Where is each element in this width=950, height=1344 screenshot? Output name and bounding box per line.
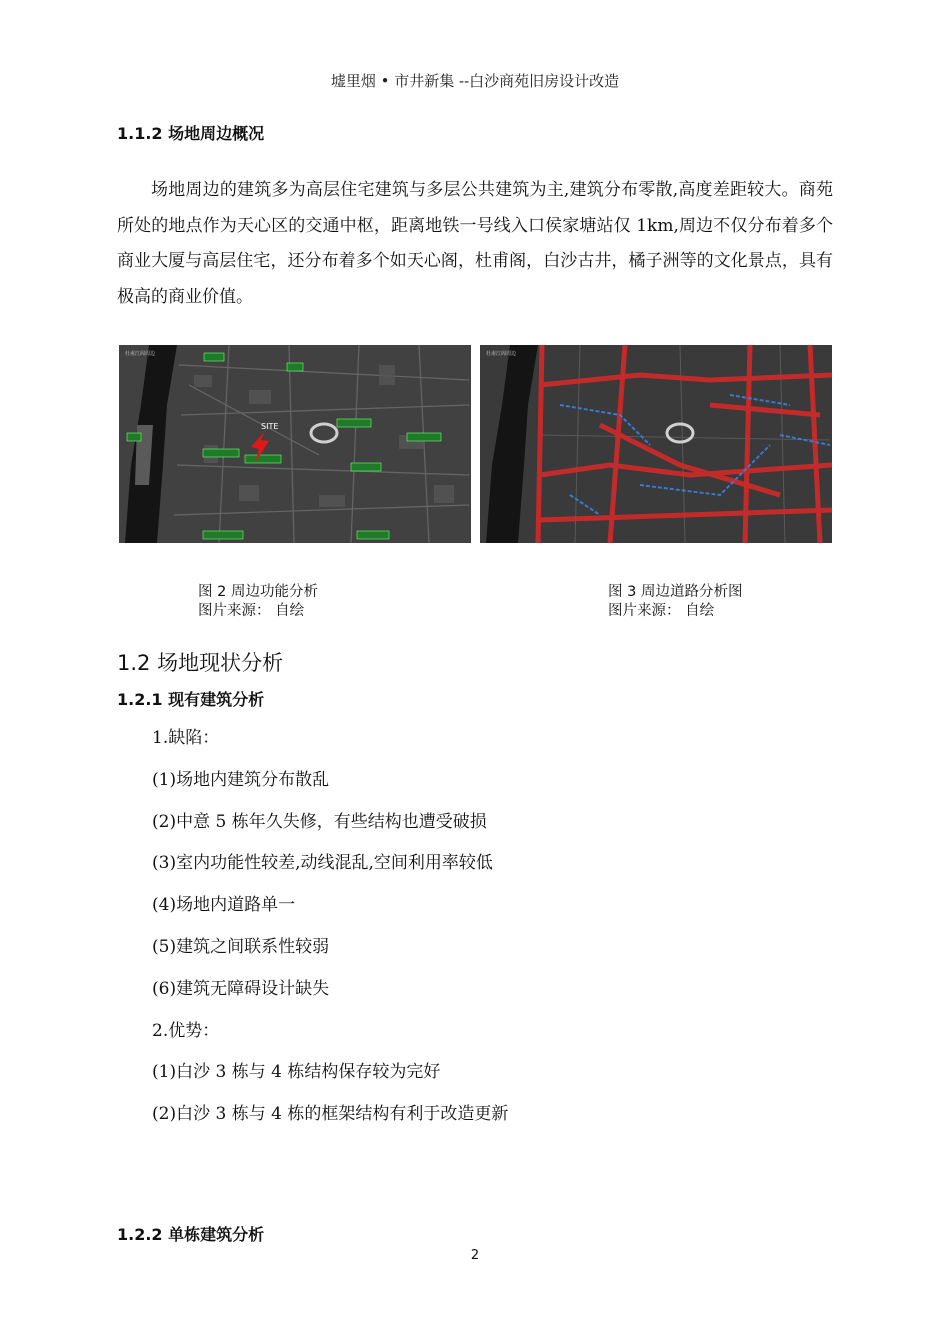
figure-2-function-map xyxy=(119,345,471,543)
road-map-image xyxy=(480,345,832,543)
list-item: (1)白沙 3 栋与 4 栋结构保存较为完好 xyxy=(152,1062,441,1083)
map-corner-label: 杜甫江阁周边 xyxy=(125,351,156,357)
map-corner-label: 杜甫江阁周边 xyxy=(486,351,517,357)
section-heading-1-1-2: 1.1.2 场地周边概况 xyxy=(117,124,265,143)
list-item: (3)室内功能性较差,动线混乱,空间利用率较低 xyxy=(152,853,493,874)
existing-building-analysis-list xyxy=(152,718,508,1136)
list-item: (6)建筑无障碍设计缺失 xyxy=(152,978,330,999)
list-item: (1)场地内建筑分布散乱 xyxy=(152,769,330,790)
function-map-image xyxy=(119,345,471,543)
list-item: (2)中意 5 栋年久失修，有些结构也遭受破损 xyxy=(152,811,487,832)
advantages-title: 2.优势： xyxy=(152,1020,220,1041)
figure-3-road-map xyxy=(480,345,832,543)
figure-2-source: 图片来源： 自绘 xyxy=(198,603,305,619)
page-number: 2 xyxy=(470,1248,480,1263)
section-heading-1-2-2: 1.2.2 单栋建筑分析 xyxy=(117,1225,265,1244)
section-heading-1-2-1: 1.2.1 现有建筑分析 xyxy=(117,690,265,709)
figure-3-caption: 图 3 周边道路分析图 xyxy=(608,584,743,600)
list-item: (4)场地内道路单一 xyxy=(152,895,296,916)
list-item: (2)白沙 3 栋与 4 栋的框架结构有利于改造更新 xyxy=(152,1104,509,1125)
figure-2-caption: 图 2 周边功能分析 xyxy=(198,584,318,600)
figure-3-caption-block xyxy=(608,583,742,621)
running-header: 墟里烟 • 市井新集 --白沙商苑旧房设计改造 xyxy=(330,72,620,90)
list-item: (5)建筑之间联系性较弱 xyxy=(152,936,330,957)
figure-2-caption-block xyxy=(198,583,318,621)
defects-title: 1.缺陷： xyxy=(152,728,220,748)
site-label: SITE xyxy=(261,422,279,431)
section-1-1-2-paragraph: 场地周边的建筑多为高层住宅建筑与多层公共建筑为主,建筑分布零散,高度差距较大。商苑所处的地点作为天心区的交通中枢，距离地铁一号线入口侯家塘站仅 1km,周边不仅分布着多个商业大厦与高层住宅，还分布着多个如天心阁，杜甫阁，白沙古井，橘子洲等的文化景点，具有极高的商业价值。 xyxy=(117,180,833,307)
section-heading-1-2: 1.2 场地现状分析 xyxy=(117,651,284,675)
figure-3-source: 图片来源： 自绘 xyxy=(608,603,715,619)
